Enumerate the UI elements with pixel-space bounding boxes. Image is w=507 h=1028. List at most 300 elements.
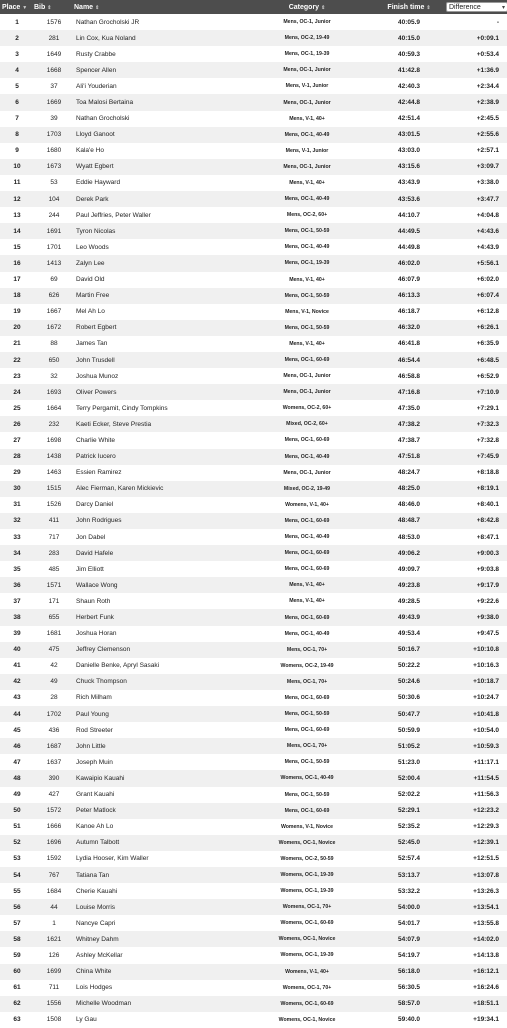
table-row bbox=[0, 722, 507, 738]
finish-time-cell: 44:49.8 bbox=[397, 243, 421, 251]
place-header-label: Place bbox=[2, 3, 21, 11]
name-cell: Patrick Iucero bbox=[76, 453, 116, 461]
bib-cell: 126 bbox=[48, 951, 60, 959]
name-cell: Louise Morris bbox=[76, 903, 116, 911]
bib-cell: 1 bbox=[52, 919, 56, 927]
place-cell: 60 bbox=[13, 968, 21, 976]
table-row bbox=[0, 851, 507, 867]
difference-cell: +2:34.4 bbox=[476, 82, 499, 90]
category-cell: Womens, V-1, Novice bbox=[280, 823, 334, 830]
name-cell: Lloyd Ganoot bbox=[76, 131, 115, 139]
table-row bbox=[0, 738, 507, 754]
bib-cell: 1701 bbox=[46, 243, 62, 251]
place-cell: 45 bbox=[13, 726, 21, 734]
place-cell: 40 bbox=[13, 646, 21, 654]
difference-cell: +6:12.8 bbox=[476, 308, 499, 316]
table-row bbox=[0, 899, 507, 915]
difference-cell: +3:47.7 bbox=[476, 195, 499, 203]
difference-select-value: Difference bbox=[449, 4, 481, 11]
place-cell: 14 bbox=[13, 227, 21, 235]
category-cell: Mens, OC-1, 50-59 bbox=[284, 711, 330, 718]
table-row bbox=[0, 803, 507, 819]
place-cell: 28 bbox=[13, 453, 21, 461]
place-cell: 62 bbox=[13, 1000, 21, 1008]
category-cell: Mens, OC-1, 60-69 bbox=[284, 357, 330, 364]
category-cell: Mens, V-1, 40+ bbox=[289, 115, 325, 122]
bib-cell: 1664 bbox=[46, 404, 62, 412]
category-cell: Mixed, OC-2, 60+ bbox=[286, 421, 328, 428]
place-cell: 11 bbox=[13, 179, 21, 187]
category-cell: Mixed, OC-2, 19-49 bbox=[283, 485, 331, 492]
name-cell: Ly Gau bbox=[76, 1016, 97, 1024]
table-row bbox=[0, 658, 507, 674]
table-row bbox=[0, 481, 507, 497]
bib-cell: 485 bbox=[48, 565, 60, 573]
table-row bbox=[0, 127, 507, 143]
place-cell: 1 bbox=[15, 18, 19, 26]
table-row bbox=[0, 642, 507, 658]
place-cell: 30 bbox=[13, 485, 21, 493]
bib-cell: 1672 bbox=[46, 324, 62, 332]
bib-cell: 1637 bbox=[46, 758, 62, 766]
column-header-place[interactable] bbox=[0, 0, 34, 14]
finish-time-cell: 49:28.5 bbox=[397, 597, 421, 605]
difference-cell: +10:41.8 bbox=[473, 710, 499, 718]
place-cell: 33 bbox=[13, 533, 21, 541]
bib-cell: 1576 bbox=[46, 18, 62, 26]
category-cell: Mens, OC-1, Junior bbox=[283, 163, 331, 170]
category-cell: Mens, V-1, Junior bbox=[285, 147, 329, 154]
category-cell: Mens, V-1, 40+ bbox=[289, 598, 325, 605]
bib-cell: 32 bbox=[50, 372, 58, 380]
table-row bbox=[0, 352, 507, 368]
bib-cell: 1556 bbox=[46, 1000, 62, 1008]
difference-cell: +8:19.1 bbox=[476, 485, 499, 493]
difference-cell: +12:51.5 bbox=[473, 855, 499, 863]
difference-cell: +13:54.1 bbox=[473, 903, 499, 911]
column-header-category[interactable] bbox=[242, 0, 372, 14]
place-cell: 43 bbox=[13, 694, 21, 702]
difference-cell: +10:24.7 bbox=[473, 694, 499, 702]
bib-cell: 1667 bbox=[46, 308, 62, 316]
place-cell: 4 bbox=[15, 66, 19, 74]
finish-time-cell: 50:47.7 bbox=[397, 710, 421, 718]
finish-time-cell: 47:16.8 bbox=[397, 388, 421, 396]
category-cell: Mens, OC-1, 40-49 bbox=[284, 453, 330, 460]
difference-cell: +9:38.0 bbox=[476, 614, 499, 622]
name-cell: Robert Egbert bbox=[76, 324, 117, 332]
category-cell: Mens, OC-1, 70+ bbox=[286, 678, 328, 685]
place-cell: 13 bbox=[13, 211, 21, 219]
name-cell: Zalyn Lee bbox=[76, 259, 105, 267]
finish-time-cell: 48:24.7 bbox=[397, 469, 421, 477]
category-cell: Womens, OC-1, 40-49 bbox=[280, 775, 334, 782]
place-cell: 56 bbox=[13, 903, 21, 911]
table-row bbox=[0, 561, 507, 577]
difference-cell: +5:56.1 bbox=[476, 259, 499, 267]
place-cell: 48 bbox=[13, 774, 21, 782]
table-row bbox=[0, 175, 507, 191]
difference-cell: +9:47.5 bbox=[476, 630, 499, 638]
finish-time-cell: 42:44.8 bbox=[397, 99, 421, 107]
bib-cell: 427 bbox=[48, 791, 60, 799]
table-row bbox=[0, 964, 507, 980]
place-cell: 35 bbox=[13, 565, 21, 573]
name-cell: Charlie White bbox=[76, 436, 116, 444]
category-cell: Womens, V-1, 40+ bbox=[285, 968, 329, 975]
finish-time-cell: 53:13.7 bbox=[397, 871, 421, 879]
table-row bbox=[0, 1012, 507, 1028]
table-row bbox=[0, 787, 507, 803]
name-cell: Kala'e Ho bbox=[76, 147, 104, 155]
difference-cell: +6:35.9 bbox=[476, 340, 499, 348]
name-header-label: Name bbox=[74, 3, 94, 11]
sort-arrows-icon: ⇕ bbox=[321, 4, 326, 11]
bib-cell: 1515 bbox=[46, 485, 62, 493]
name-cell: Wallace Wong bbox=[76, 581, 118, 589]
name-cell: Rich Milham bbox=[76, 694, 112, 702]
bib-cell: 1691 bbox=[46, 227, 62, 235]
name-cell: Tyron Nicolas bbox=[76, 227, 116, 235]
name-cell: China White bbox=[76, 968, 112, 976]
sort-arrows-icon: ⇕ bbox=[47, 4, 52, 11]
difference-cell: +4:43.9 bbox=[476, 243, 499, 251]
category-cell: Mens, OC-1, Junior bbox=[283, 373, 331, 380]
name-cell: Cherie Kauahi bbox=[76, 887, 118, 895]
name-cell: Joshua Horan bbox=[76, 630, 117, 638]
table-row bbox=[0, 159, 507, 175]
finish-time-cell: 49:43.9 bbox=[397, 614, 421, 622]
bib-cell: 1592 bbox=[46, 855, 62, 863]
finish-time-cell: 50:22.2 bbox=[397, 662, 421, 670]
bib-cell: 1680 bbox=[46, 147, 62, 155]
finish-time-cell: 51:05.2 bbox=[397, 742, 421, 750]
name-cell: Eddie Hayward bbox=[76, 179, 121, 187]
category-cell: Mens, V-1, 40+ bbox=[289, 582, 325, 589]
finish-time-cell: 53:32.2 bbox=[397, 887, 421, 895]
finish-time-cell: 46:07.9 bbox=[397, 276, 421, 284]
category-cell: Mens, OC-1, 40-49 bbox=[284, 131, 330, 138]
place-cell: 51 bbox=[13, 823, 21, 831]
place-cell: 2 bbox=[15, 34, 19, 42]
table-row bbox=[0, 62, 507, 78]
finish-time-cell: 48:48.7 bbox=[397, 517, 421, 525]
finish-time-cell: 46:41.8 bbox=[397, 340, 421, 348]
name-cell: Paul Jeffries, Peter Waller bbox=[76, 211, 151, 219]
category-cell: Mens, OC-1, 50-59 bbox=[284, 791, 330, 798]
bib-cell: 411 bbox=[48, 517, 60, 525]
difference-cell: +16:24.6 bbox=[473, 984, 499, 992]
category-cell: Mens, OC-1, 60-69 bbox=[284, 437, 330, 444]
bib-cell: 1693 bbox=[46, 388, 62, 396]
place-cell: 15 bbox=[13, 243, 21, 251]
table-row bbox=[0, 336, 507, 352]
category-cell: Womens, OC-1, 19-39 bbox=[280, 872, 334, 879]
place-cell: 59 bbox=[13, 951, 21, 959]
column-header-difference bbox=[446, 0, 507, 14]
place-cell: 58 bbox=[13, 935, 21, 943]
bib-cell: 1681 bbox=[46, 630, 62, 638]
name-cell: Ashley McKellar bbox=[76, 951, 123, 959]
category-cell: Mens, OC-1, 40-49 bbox=[284, 196, 330, 203]
difference-cell: +11:54.5 bbox=[473, 774, 499, 782]
name-cell: John Little bbox=[76, 742, 106, 750]
table-row bbox=[0, 272, 507, 288]
bib-cell: 37 bbox=[50, 82, 58, 90]
category-cell: Mens, OC-1, 40-49 bbox=[284, 534, 330, 541]
category-cell: Womens, OC-1, 60-69 bbox=[280, 920, 334, 927]
place-cell: 57 bbox=[13, 919, 21, 927]
column-header-finish-time[interactable] bbox=[372, 0, 446, 14]
bib-cell: 1702 bbox=[46, 710, 62, 718]
finish-time-cell: 52:00.4 bbox=[397, 774, 421, 782]
name-cell: Shaun Roth bbox=[76, 597, 111, 605]
finish-time-cell: 43:03.0 bbox=[397, 147, 421, 155]
name-cell: Nancye Capri bbox=[76, 919, 116, 927]
table-row bbox=[0, 497, 507, 513]
name-cell: Derek Park bbox=[76, 195, 109, 203]
table-row bbox=[0, 947, 507, 963]
difference-cell: +10:10.8 bbox=[473, 646, 499, 654]
difference-select[interactable] bbox=[446, 2, 507, 12]
bib-cell: 1698 bbox=[46, 436, 62, 444]
category-cell: Mens, V-1, 40+ bbox=[289, 179, 325, 186]
name-cell: John Rodrigues bbox=[76, 517, 122, 525]
difference-cell: +1:36.9 bbox=[476, 66, 499, 74]
name-cell: Toa Malosi Bertaina bbox=[76, 99, 134, 107]
difference-cell: +8:42.8 bbox=[476, 517, 499, 525]
finish-time-cell: 59:40.0 bbox=[397, 1016, 421, 1024]
finish-time-cell: 50:24.6 bbox=[397, 678, 421, 686]
category-cell: Womens, OC-2, 19-49 bbox=[280, 662, 334, 669]
finish-time-cell: 49:23.8 bbox=[397, 581, 421, 589]
category-cell: Womens, OC-1, 19-39 bbox=[280, 952, 334, 959]
table-row bbox=[0, 513, 507, 529]
finish-time-cell: 48:46.0 bbox=[397, 501, 421, 509]
table-row bbox=[0, 14, 507, 30]
table-row bbox=[0, 368, 507, 384]
name-cell: Lin Cox, Kua Noland bbox=[76, 34, 136, 42]
bib-cell: 42 bbox=[50, 662, 58, 670]
table-row bbox=[0, 191, 507, 207]
table-row bbox=[0, 223, 507, 239]
bib-cell: 1526 bbox=[46, 501, 62, 509]
table-row bbox=[0, 320, 507, 336]
category-cell: Mens, V-1, 40+ bbox=[289, 340, 325, 347]
finish-time-cell: 50:59.9 bbox=[397, 726, 421, 734]
bib-cell: 390 bbox=[48, 774, 60, 782]
place-cell: 41 bbox=[13, 662, 21, 670]
name-cell: Terry Pergamit, Cindy Tompkins bbox=[76, 404, 168, 412]
name-cell: James Tan bbox=[76, 340, 108, 348]
place-cell: 10 bbox=[13, 163, 21, 171]
place-cell: 24 bbox=[13, 388, 21, 396]
category-cell: Mens, OC-1, 50-59 bbox=[284, 292, 330, 299]
table-row bbox=[0, 239, 507, 255]
name-cell: Joshua Munoz bbox=[76, 372, 119, 380]
place-cell: 37 bbox=[13, 597, 21, 605]
finish-time-cell: 43:15.6 bbox=[397, 163, 421, 171]
place-cell: 39 bbox=[13, 630, 21, 638]
place-cell: 38 bbox=[13, 614, 21, 622]
finish-time-cell: 48:25.0 bbox=[397, 485, 421, 493]
name-cell: Lois Hodges bbox=[76, 984, 113, 992]
finish-time-cell: 46:58.8 bbox=[397, 372, 421, 380]
finish-time-cell: 46:13.3 bbox=[397, 292, 421, 300]
name-cell: Herbert Funk bbox=[76, 614, 114, 622]
difference-cell: +12:39.1 bbox=[473, 839, 499, 847]
sort-down-icon: ▼ bbox=[22, 4, 28, 11]
table-row bbox=[0, 465, 507, 481]
table-row bbox=[0, 819, 507, 835]
finish-time-cell: 54:01.7 bbox=[397, 919, 421, 927]
place-cell: 47 bbox=[13, 758, 21, 766]
place-cell: 18 bbox=[13, 292, 21, 300]
finish-time-cell: 44:10.7 bbox=[397, 211, 421, 219]
name-cell: Leo Woods bbox=[76, 243, 109, 251]
name-cell: Michelle Woodman bbox=[76, 1000, 132, 1008]
place-cell: 50 bbox=[13, 807, 21, 815]
category-cell: Mens, OC-1, 19-39 bbox=[284, 51, 330, 58]
finish-time-cell: 46:02.0 bbox=[397, 259, 421, 267]
place-cell: 44 bbox=[13, 710, 21, 718]
place-cell: 20 bbox=[13, 324, 21, 332]
category-cell: Mens, OC-1, Junior bbox=[283, 19, 331, 26]
name-cell: Grant Kauahi bbox=[76, 791, 115, 799]
difference-cell: +14:02.0 bbox=[473, 935, 499, 943]
bib-cell: 1413 bbox=[46, 259, 62, 267]
category-cell: Mens, OC-1, 70+ bbox=[286, 646, 328, 653]
table-row bbox=[0, 449, 507, 465]
finish-time-cell: 42:51.4 bbox=[397, 115, 421, 123]
finish-time-cell: 49:53.4 bbox=[397, 630, 421, 638]
table-row bbox=[0, 78, 507, 94]
finish-time-cell: 50:30.6 bbox=[397, 694, 421, 702]
category-cell: Mens, OC-1, 70+ bbox=[286, 743, 328, 750]
category-cell: Mens, OC-1, 50-59 bbox=[284, 324, 330, 331]
difference-cell: +9:00.3 bbox=[476, 549, 499, 557]
place-cell: 29 bbox=[13, 469, 21, 477]
difference-cell: - bbox=[496, 18, 499, 26]
finish-time-cell: 48:53.0 bbox=[397, 533, 421, 541]
difference-cell: +16:12.1 bbox=[473, 968, 499, 976]
table-row bbox=[0, 770, 507, 786]
name-cell: Ali'i Youderian bbox=[76, 82, 117, 90]
difference-cell: +8:47.1 bbox=[476, 533, 499, 541]
name-cell: Darcy Daniel bbox=[76, 501, 114, 509]
name-cell: Tatiana Tan bbox=[76, 871, 110, 879]
name-cell: Joseph Muin bbox=[76, 758, 113, 766]
difference-cell: +6:52.9 bbox=[476, 372, 499, 380]
bib-cell: 88 bbox=[50, 340, 58, 348]
table-row bbox=[0, 304, 507, 320]
name-cell: Peter Matlock bbox=[76, 807, 116, 815]
difference-cell: +2:57.1 bbox=[476, 147, 499, 155]
place-cell: 23 bbox=[13, 372, 21, 380]
name-cell: Kaeti Ecker, Steve Prestia bbox=[76, 420, 152, 428]
name-cell: Paul Young bbox=[76, 710, 109, 718]
bib-cell: 171 bbox=[48, 597, 60, 605]
finish-time-cell: 52:29.1 bbox=[397, 807, 421, 815]
bib-cell: 1438 bbox=[46, 453, 62, 461]
table-row bbox=[0, 883, 507, 899]
category-cell: Mens, OC-1, 60-69 bbox=[284, 550, 330, 557]
table-row bbox=[0, 416, 507, 432]
finish-time-cell: 41:42.8 bbox=[397, 66, 421, 74]
place-cell: 32 bbox=[13, 517, 21, 525]
bib-cell: 1673 bbox=[46, 163, 62, 171]
bib-cell: 1463 bbox=[46, 469, 62, 477]
name-cell: Jim Elliott bbox=[76, 565, 104, 573]
name-cell: Kanoe Ah Lo bbox=[76, 823, 114, 831]
column-header-name[interactable] bbox=[74, 0, 242, 14]
table-row bbox=[0, 46, 507, 62]
table-row bbox=[0, 384, 507, 400]
table-row bbox=[0, 980, 507, 996]
bib-cell: 1571 bbox=[46, 581, 62, 589]
bib-cell: 655 bbox=[48, 614, 60, 622]
finish-time-cell: 46:32.0 bbox=[397, 324, 421, 332]
table-row bbox=[0, 626, 507, 642]
name-cell: Nathan Grocholski bbox=[76, 115, 130, 123]
finish-time-cell: 43:53.6 bbox=[397, 195, 421, 203]
difference-cell: +9:17.9 bbox=[476, 581, 499, 589]
place-cell: 19 bbox=[13, 308, 21, 316]
name-cell: Kawaipio Kauahi bbox=[76, 774, 125, 782]
name-cell: Wyatt Egbert bbox=[76, 163, 114, 171]
bib-cell: 1668 bbox=[46, 66, 62, 74]
place-cell: 31 bbox=[13, 501, 21, 509]
bib-cell: 244 bbox=[48, 211, 60, 219]
bib-cell: 1572 bbox=[46, 807, 62, 815]
table-row bbox=[0, 577, 507, 593]
place-cell: 55 bbox=[13, 887, 21, 895]
difference-cell: +12:23.2 bbox=[473, 807, 499, 815]
table-row bbox=[0, 288, 507, 304]
table-row bbox=[0, 609, 507, 625]
bib-cell: 1699 bbox=[46, 968, 62, 976]
table-row bbox=[0, 30, 507, 46]
table-row bbox=[0, 754, 507, 770]
chevron-down-icon: ▾ bbox=[501, 5, 505, 11]
category-cell: Womens, OC-1, 60-69 bbox=[280, 1000, 334, 1007]
bib-cell: 104 bbox=[48, 195, 60, 203]
finish-time-cell: 46:18.7 bbox=[397, 308, 421, 316]
name-cell: Danielle Benke, Apryl Sasaki bbox=[76, 662, 160, 670]
difference-cell: +2:55.6 bbox=[476, 131, 499, 139]
category-cell: Mens, OC-1, 60-69 bbox=[284, 727, 330, 734]
category-cell: Mens, OC-1, 60-69 bbox=[284, 566, 330, 573]
difference-cell: +3:09.7 bbox=[476, 163, 499, 171]
difference-cell: +18:51.1 bbox=[473, 1000, 499, 1008]
category-cell: Mens, OC-1, 60-69 bbox=[284, 807, 330, 814]
name-cell: Essien Ramirez bbox=[76, 469, 122, 477]
name-cell: Chuck Thompson bbox=[76, 678, 127, 686]
place-cell: 36 bbox=[13, 581, 21, 589]
difference-cell: +11:56.3 bbox=[473, 791, 499, 799]
bib-cell: 69 bbox=[50, 276, 58, 284]
difference-cell: +9:03.8 bbox=[476, 565, 499, 573]
results-body bbox=[0, 14, 507, 1028]
place-cell: 42 bbox=[13, 678, 21, 686]
column-header-bib[interactable] bbox=[34, 0, 74, 14]
bib-cell: 436 bbox=[48, 726, 60, 734]
difference-cell: +3:38.0 bbox=[476, 179, 499, 187]
place-cell: 7 bbox=[15, 115, 19, 123]
place-cell: 63 bbox=[13, 1016, 21, 1024]
difference-cell: +10:16.3 bbox=[473, 662, 499, 670]
name-cell: Nathan Grocholski JR bbox=[76, 18, 140, 26]
